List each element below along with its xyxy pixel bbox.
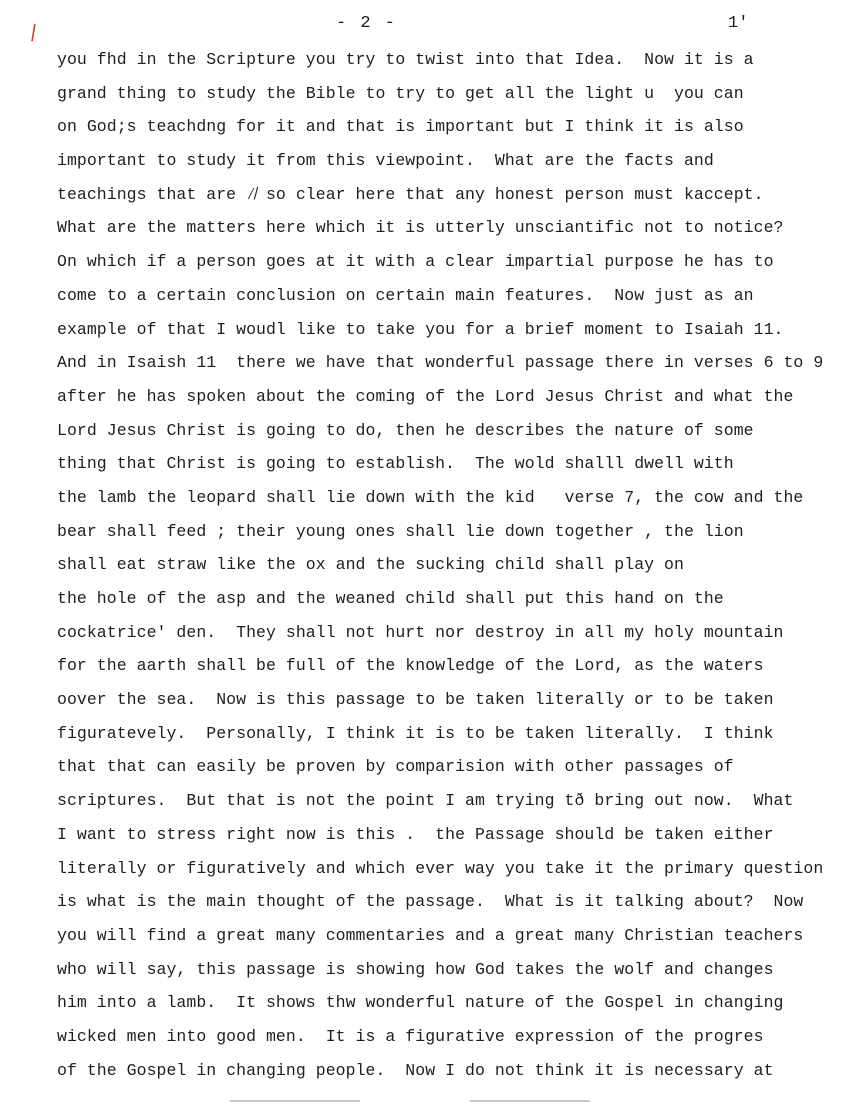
text-line: after he has spoken about the coming of the Lord Jesus Christ and what the [57,386,794,406]
text-line: scriptures. But that is not the point I am trying tð bring out now. What [57,791,794,811]
text-line: On which if a person goes at it with a clear impartial purpose he has to [57,252,774,272]
typed-body-text [57,48,823,1092]
text-line: teachings that are ⁄̸ so clear here that any honest person must kaccept. [57,184,764,204]
text-line: bear shall feed ; their young ones shall lie down together , the lion [57,521,744,541]
text-line: important to study it from this viewpoint. What are the facts and [57,151,714,171]
text-line: What are the matters here which it is utterly unsciantific not to notice? [57,218,784,238]
text-line: oover the sea. Now is this passage to be taken literally or to be taken [57,690,774,710]
text-line: who will say, this passage is showing how God takes the wolf and changes [57,959,774,979]
text-line: thing that Christ is going to establish. The wold shalll dwell with [57,454,734,474]
text-line: the lamb the leopard shall lie down with the kid verse 7, the cow and the [57,487,804,507]
text-line: grand thing to study the Bible to try to get all the light u you can [57,83,744,103]
text-line: wicked men into good men. It is a figurative expression of the progres [57,1026,764,1046]
text-line: Lord Jesus Christ is going to do, then he describes the nature of some [57,420,754,440]
margin-correction-mark: / [28,19,39,45]
text-line: you will find a great many commentaries and a great many Christian teachers [57,925,804,945]
text-line: on God;s teachdng for it and that is important but I think it is also [57,117,744,137]
text-line: I want to stress right now is this . the Passage should be taken either [57,824,774,844]
text-line: cockatrice' den. They shall not hurt nor destroy in all my holy mountain [57,622,784,642]
scan-smudge [230,1100,360,1102]
text-line: shall eat straw like the ox and the sucking child shall play on [57,555,684,575]
text-line: figuratevely. Personally, I think it is to be taken literally. I think [57,723,774,743]
text-line: that that can easily be proven by comparision with other passages of [57,757,734,777]
scan-smudge [470,1100,590,1102]
page-number: - 2 - [336,14,398,33]
text-line: him into a lamb. It shows thw wonderful nature of the Gospel in changing [57,993,784,1013]
text-line: come to a certain conclusion on certain main features. Now just as an [57,285,754,305]
text-line: literally or figuratively and which ever way you take it the primary question [57,858,824,878]
text-line: And in Isaish 11 there we have that wonderful passage there in verses 6 to 9 [57,353,824,373]
text-line: is what is the main thought of the passage. What is it talking about? Now [57,892,804,912]
text-line: of the Gospel in changing people. Now I do not think it is necessary at [57,1060,774,1080]
text-line: the hole of the asp and the weaned child shall put this hand on the [57,589,724,608]
page-code: 1' [728,14,749,33]
text-line: for the aarth shall be full of the knowledge of the Lord, as the waters [57,656,764,676]
text-line: example of that I woudl like to take you for a brief moment to Isaiah 11. [57,319,784,339]
text-line: you fhd in the Scripture you try to twist into that Idea. Now it is a [57,50,754,69]
